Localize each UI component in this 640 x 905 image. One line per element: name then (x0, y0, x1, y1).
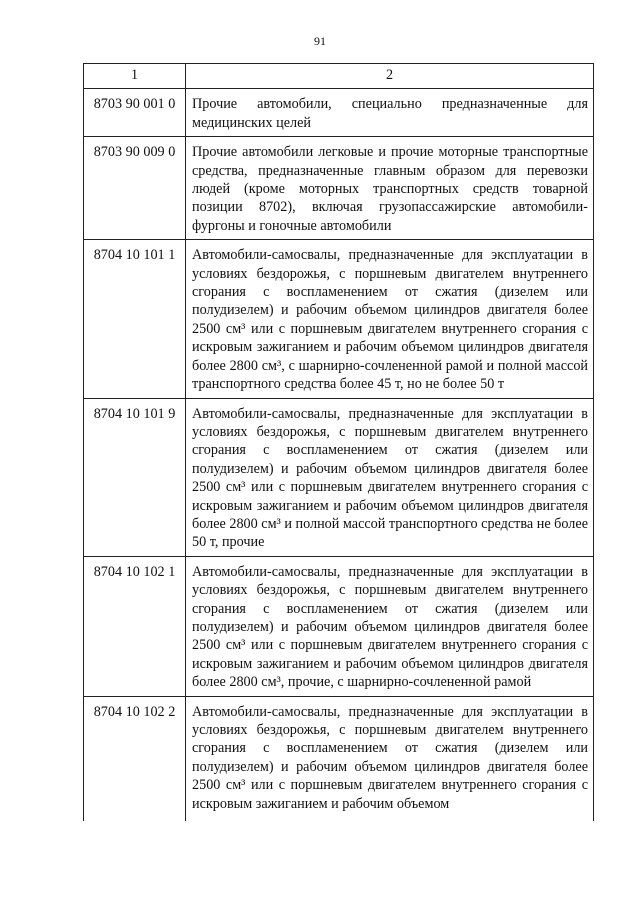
row-code: 8703 90 009 0 (84, 137, 186, 240)
row-description: Автомобили-самосвалы, предназначенные для эксплуатации в условиях бездорожья, с поршневым двигателем внутреннего сгорания с воспламенением от сжатия (дизелем или полудизелем) и рабочим объемом цилиндров двигателя более 2500 см³ или с поршневым двигателем внутреннего сгорания с искровым зажиганием и рабочим объемом цилиндров двигателя более 2800 см³, прочие, с шарнирно-сочлененной рамой (186, 556, 594, 696)
row-code: 8703 90 001 0 (84, 89, 186, 137)
row-code: 8704 10 101 9 (84, 398, 186, 556)
table-row (84, 398, 594, 556)
row-description: Автомобили-самосвалы, предназначенные для эксплуатации в условиях бездорожья, с поршневым двигателем внутреннего сгорания с воспламенением от сжатия (дизелем или полудизелем) и рабочим объемом цилиндров двигателя более 2500 см³ или с поршневым двигателем внутреннего сгорания с искровым зажиганием и рабочим объемом (186, 696, 594, 821)
table-row (84, 696, 594, 821)
row-description: Прочие автомобили легковые и прочие моторные транспортные средства, предназначенные главным образом для перевозки людей (кроме моторных транспортных средств товарной позиции 8702), включая грузопассажирские автомобили-фургоны и гоночные автомобили (186, 137, 594, 240)
table-row (84, 240, 594, 398)
page-number: 91 (314, 34, 326, 48)
table-row (84, 556, 594, 696)
column-header-code: 1 (84, 64, 186, 89)
row-code: 8704 10 101 1 (84, 240, 186, 398)
tariff-table (83, 63, 594, 821)
row-code: 8704 10 102 2 (84, 696, 186, 821)
column-header-description: 2 (186, 64, 594, 89)
table-header-row (84, 64, 594, 89)
row-description: Автомобили-самосвалы, предназначенные для эксплуатации в условиях бездорожья, с поршневым двигателем внутреннего сгорания с воспламенением от сжатия (дизелем или полудизелем) и рабочим объемом цилиндров двигателя более 2500 см³ или с поршневым двигателем внутреннего сгорания с искровым зажиганием и рабочим объемом цилиндров двигателя более 2800 см³, с шарнирно-сочлененной рамой и полной массой транспортного средства более 45 т, но не более 50 т (186, 240, 594, 398)
row-description: Автомобили-самосвалы, предназначенные для эксплуатации в условиях бездорожья, с поршневым двигателем внутреннего сгорания с воспламенением от сжатия (дизелем или полудизелем) и рабочим объемом цилиндров двигателя более 2500 см³ или с поршневым двигателем внутреннего сгорания с искровым зажиганием и рабочим объемом цилиндров двигателя более 2800 см³ и полной массой транспортного средства не более 50 т, прочие (186, 398, 594, 556)
table-row (84, 89, 594, 137)
table-row (84, 137, 594, 240)
row-code: 8704 10 102 1 (84, 556, 186, 696)
row-description: Прочие автомобили, специально предназначенные для медицинских целей (186, 89, 594, 137)
